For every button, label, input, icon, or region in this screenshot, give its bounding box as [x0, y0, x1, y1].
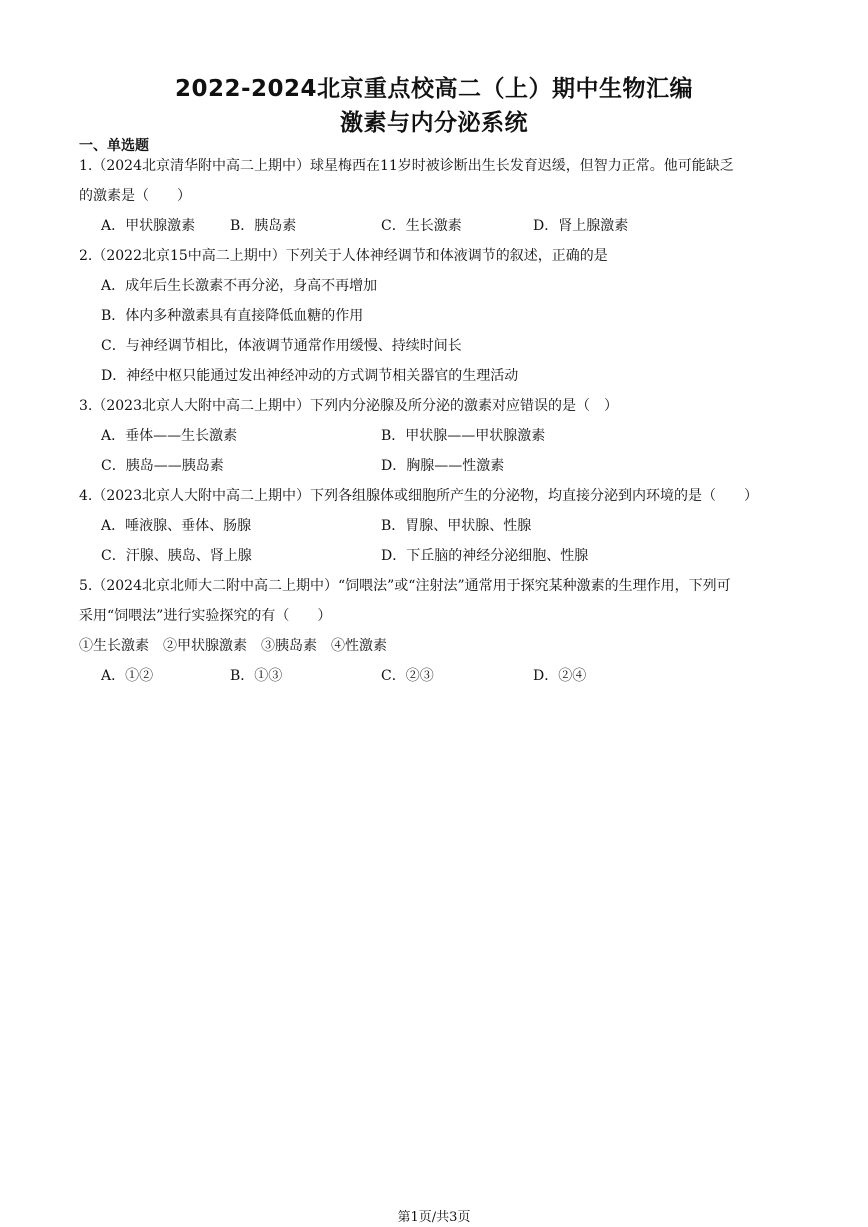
question-4-text: 4.（2023北京人大附中高二上期中）下列各组腺体或细胞所产生的分泌物，均直接分泌到内环境的是（ ） — [79, 488, 758, 504]
question-2-text: 2.（2022北京15中高二上期中）下列关于人体神经调节和体液调节的叙述，正确的是 — [79, 248, 608, 264]
question-5-option-c: C．②③ — [381, 668, 434, 684]
question-4-option-b: B．胃腺、甲状腺、性腺 — [381, 518, 532, 534]
question-1-text: 1.（2024北京清华附中高二上期中）球星梅西在11岁时被诊断出生长发育迟缓，但智力正常。他可能缺乏 — [79, 158, 734, 174]
page-subtitle: 激素与内分泌系统 — [340, 110, 528, 136]
question-5-items: ①生长激素 ②甲状腺激素 ③胰岛素 ④性激素 — [79, 638, 387, 654]
question-3-option-d: D．胸腺——性激素 — [381, 458, 505, 474]
question-3-text: 3.（2023北京人大附中高二上期中）下列内分泌腺及所分泌的激素对应错误的是（ ） — [79, 398, 618, 414]
question-4-option-a: A．唾液腺、垂体、肠腺 — [101, 518, 252, 534]
question-4-option-d: D．下丘脑的神经分泌细胞、性腺 — [381, 548, 589, 564]
question-1-option-a: A．甲状腺激素 — [101, 218, 196, 234]
question-1-option-b: B．胰岛素 — [230, 218, 297, 234]
page-number: 第1页/共3页 — [397, 1210, 471, 1225]
question-5-option-a: A．①② — [101, 668, 154, 684]
question-5-option-d: D．②④ — [533, 668, 587, 684]
question-3-option-c: C．胰岛——胰岛素 — [101, 458, 224, 474]
question-5-text: 5.（2024北京北师大二附中高二上期中）“饲喂法”或“注射法”通常用于探究某种激素的生理作用，下列可 — [79, 578, 731, 594]
question-1-option-d: D．肾上腺激素 — [533, 218, 629, 234]
question-2-option-a: A．成年后生长激素不再分泌，身高不再增加 — [101, 278, 378, 294]
section-heading: 一、单选题 — [79, 138, 149, 154]
question-5-option-b: B．①③ — [230, 668, 283, 684]
question-2-option-b: B．体内多种激素具有直接降低血糖的作用 — [101, 308, 364, 324]
question-2-option-d: D．神经中枢只能通过发出神经冲动的方式调节相关器官的生理活动 — [101, 368, 519, 384]
question-3-option-b: B．甲状腺——甲状腺激素 — [381, 428, 546, 444]
page-title: 2022-2024北京重点校高二（上）期中生物汇编 — [174, 76, 694, 102]
question-1-option-c: C．生长激素 — [381, 218, 462, 234]
question-1-text: 的激素是（ ） — [79, 188, 191, 204]
question-3-option-a: A．垂体——生长激素 — [101, 428, 238, 444]
question-2-option-c: C．与神经调节相比，体液调节通常作用缓慢、持续时间长 — [101, 338, 462, 354]
question-5-text: 采用“饲喂法”进行实验探究的有（ ） — [79, 608, 332, 624]
question-4-option-c: C．汗腺、胰岛、肾上腺 — [101, 548, 252, 564]
